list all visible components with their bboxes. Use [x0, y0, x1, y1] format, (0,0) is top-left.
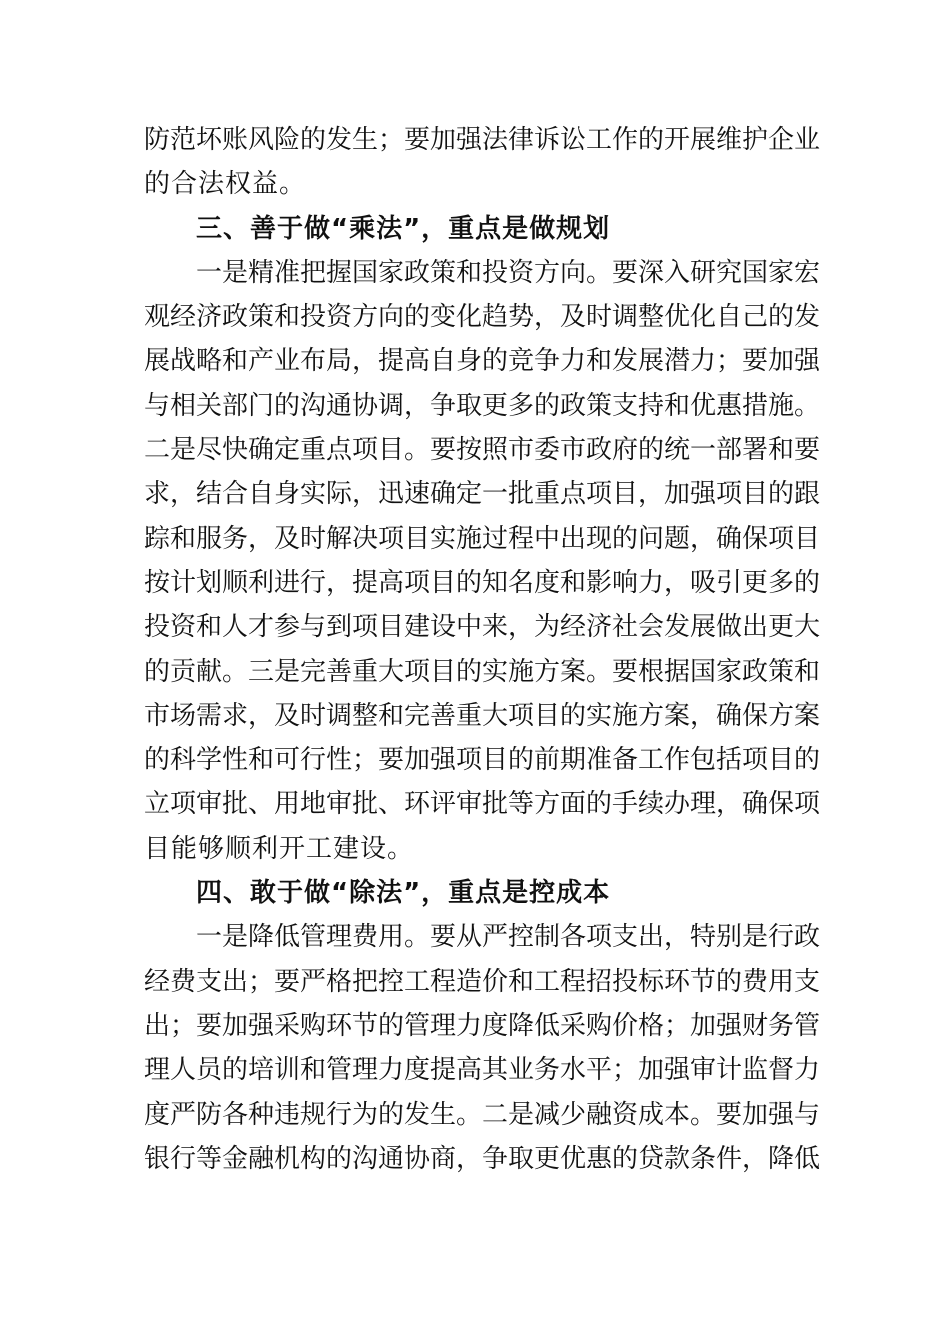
body-line: 银行等金融机构的沟通协商，争取更优惠的贷款条件，降低: [144, 1143, 821, 1174]
body-line: 立项审批、用地审批、环评审批等方面的手续办理，确保项: [144, 789, 821, 820]
body-line: 理人员的培训和管理力度提高其业务水平；加强审计监督力: [144, 1055, 821, 1086]
body-line: 经费支出；要严格把控工程造价和工程招投标环节的费用支: [144, 966, 821, 997]
body-line: 目能够顺利开工建设。: [144, 833, 415, 864]
paragraph-first-line: 一是降低管理费用。要从严控制各项支出，特别是行政: [196, 922, 821, 953]
body-line: 的贡献。三是完善重大项目的实施方案。要根据国家政策和: [144, 656, 821, 687]
body-line: 防范坏账风险的发生；要加强法律诉讼工作的开展维护企业: [144, 125, 821, 155]
body-line: 二是尽快确定重点项目。要按照市委市政府的统一部署和要: [144, 435, 821, 466]
body-line: 与相关部门的沟通协调，争取更多的政策支持和优惠措施。: [144, 390, 821, 421]
section-heading-multiply: 三、善于做“乘法”，重点是做规划: [196, 213, 611, 244]
body-line: 的合法权益。: [144, 169, 307, 200]
body-line: 度严防各种违规行为的发生。二是减少融资成本。要加强与: [144, 1099, 821, 1130]
body-line: 按计划顺利进行，提高项目的知名度和影响力，吸引更多的: [144, 567, 821, 598]
body-line: 的科学性和可行性；要加强项目的前期准备工作包括项目的: [144, 745, 821, 776]
body-line: 观经济政策和投资方向的变化趋势，及时调整优化自己的发: [144, 302, 821, 333]
document-body: [144, 118, 821, 1181]
paragraph-first-line: 一是精准把握国家政策和投资方向。要深入研究国家宏: [196, 257, 821, 288]
body-line: 出；要加强采购环节的管理力度降低采购价格；加强财务管: [144, 1010, 821, 1041]
body-line: 踪和服务，及时解决项目实施过程中出现的问题，确保项目: [144, 523, 821, 554]
body-line: 展战略和产业布局，提高自身的竞争力和发展潜力；要加强: [144, 346, 821, 377]
body-line: 市场需求，及时调整和完善重大项目的实施方案，确保方案: [144, 700, 821, 731]
body-line: 投资和人才参与到项目建设中来，为经济社会发展做出更大: [144, 612, 821, 643]
body-line: 求，结合自身实际，迅速确定一批重点项目，加强项目的跟: [144, 479, 821, 510]
section-heading-divide: 四、敢于做“除法”，重点是控成本: [196, 878, 611, 909]
